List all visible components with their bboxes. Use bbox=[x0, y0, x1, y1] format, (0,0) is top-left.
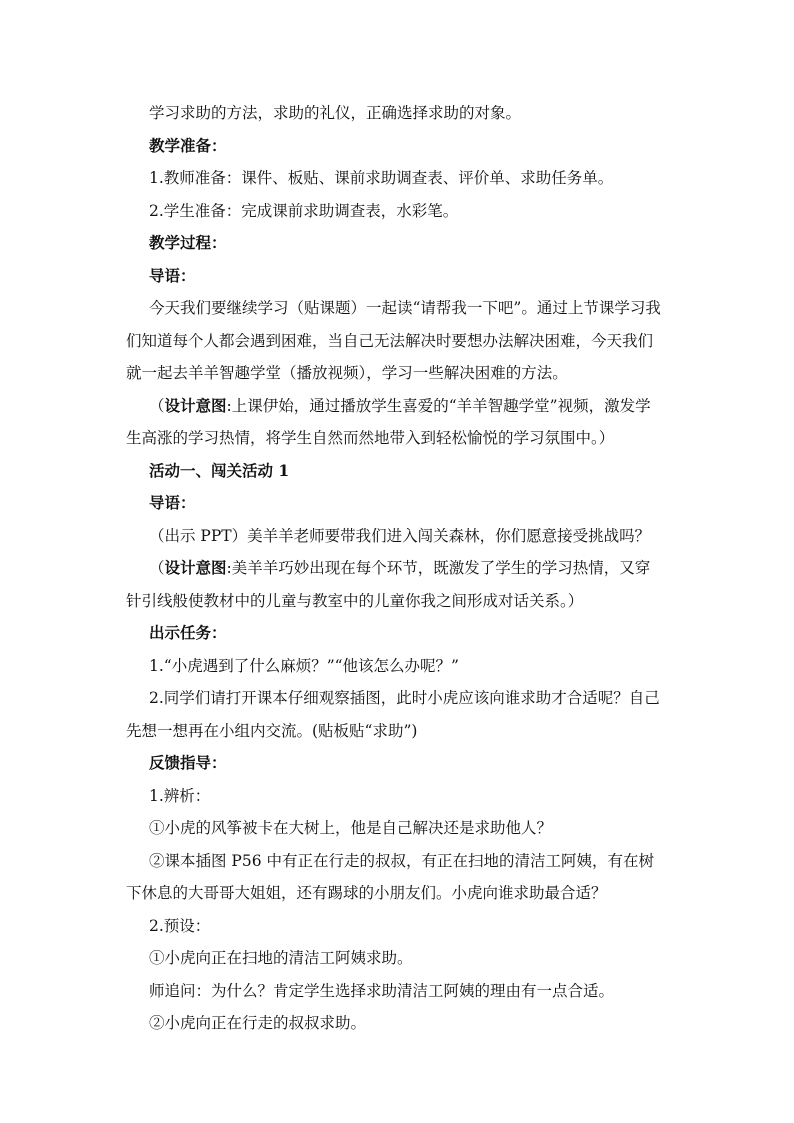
heading-intro-2: 导语： bbox=[149, 493, 196, 512]
paragraph-teacher-prep: 1.教师准备：课件、板贴、课前求助调查表、评价单、求助任务单。 bbox=[149, 169, 614, 187]
heading-show-task: 出示任务： bbox=[149, 623, 227, 642]
paragraph-goal: 学习求助的方法，求助的礼仪，正确选择求助的对象。 bbox=[149, 104, 522, 122]
paragraph-feedback-2: 2.预设： bbox=[149, 916, 211, 935]
design-open-1: （ bbox=[149, 396, 165, 415]
paragraph-feedback-2b: 师追问：为什么？肯定学生选择求助清洁工阿姨的理由有一点合适。 bbox=[149, 981, 615, 1000]
heading-activity-1: 活动一、闯关活动 1 bbox=[149, 460, 290, 480]
document-body bbox=[126, 97, 661, 1040]
paragraph-feedback-1: 1.辨析： bbox=[149, 786, 211, 805]
design-text-2: :美羊羊巧妙出现在每个环节，既激发了学生的学习热情，又穿针引线般使教材中的儿童与教室中的儿童你我之间形成对话关系。） bbox=[126, 559, 651, 610]
paragraph-intro: 今天我们要继续学习（贴课题）一起读“请帮我一下吧”。通过上节课学习我们知道每个人都会遇到困难，当自己无法解决时要想办法解决困难，今天我们就一起去羊羊智趣学堂（播放视频），学习一些解决困难的方法。 bbox=[126, 299, 661, 382]
paragraph-feedback-2c: ②小虎向正在行走的叔叔求助。 bbox=[149, 1014, 367, 1032]
heading-teaching-process: 教学过程： bbox=[149, 233, 227, 252]
design-label-2: 设计意图 bbox=[164, 558, 227, 577]
heading-intro: 导语： bbox=[149, 265, 196, 285]
heading-feedback: 反馈指导： bbox=[149, 753, 227, 772]
heading-teaching-preparation: 教学准备： bbox=[149, 135, 227, 155]
paragraph-design-intent-2 bbox=[126, 552, 661, 617]
paragraph-feedback-1b: ②课本插图 P56 中有正在行走的叔叔，有正在扫地的清洁工阿姨，有在树下休息的大哥哥大姐姐，还有踢球的小朋友们。小虎向谁求助最合适？ bbox=[126, 851, 655, 902]
design-text-1: :上课伊始，通过播放学生喜爱的“羊羊智趣学堂”视频，激发学生高涨的学习热情，将学生自然而然地带入到轻松愉悦的学习氛围中。） bbox=[126, 396, 651, 447]
paragraph-task-1: 1.“小虎遇到了什么麻烦？”“他该怎么办呢？” bbox=[149, 656, 459, 675]
paragraph-design-intent-1 bbox=[126, 390, 661, 455]
paragraph-student-prep: 2.学生准备：完成课前求助调查表，水彩笔。 bbox=[149, 201, 459, 220]
paragraph-feedback-2a: ①小虎向正在扫地的清洁工阿姨求助。 bbox=[149, 949, 413, 967]
paragraph-task-2: 2.同学们请打开课本仔细观察插图，此时小虎应该向谁求助才合适呢？自己先想一想再在小组内交流。(贴板贴“求助”) bbox=[126, 689, 660, 740]
design-open-2: （ bbox=[149, 559, 165, 577]
paragraph-feedback-1a: ①小虎的风筝被卡在大树上，他是自己解决还是求助他人？ bbox=[149, 819, 553, 837]
design-label-1: 设计意图 bbox=[164, 395, 227, 415]
paragraph-intro-2: （出示 PPT）美羊羊老师要带我们进入闯关森林，你们愿意接受挑战吗？ bbox=[149, 526, 651, 545]
